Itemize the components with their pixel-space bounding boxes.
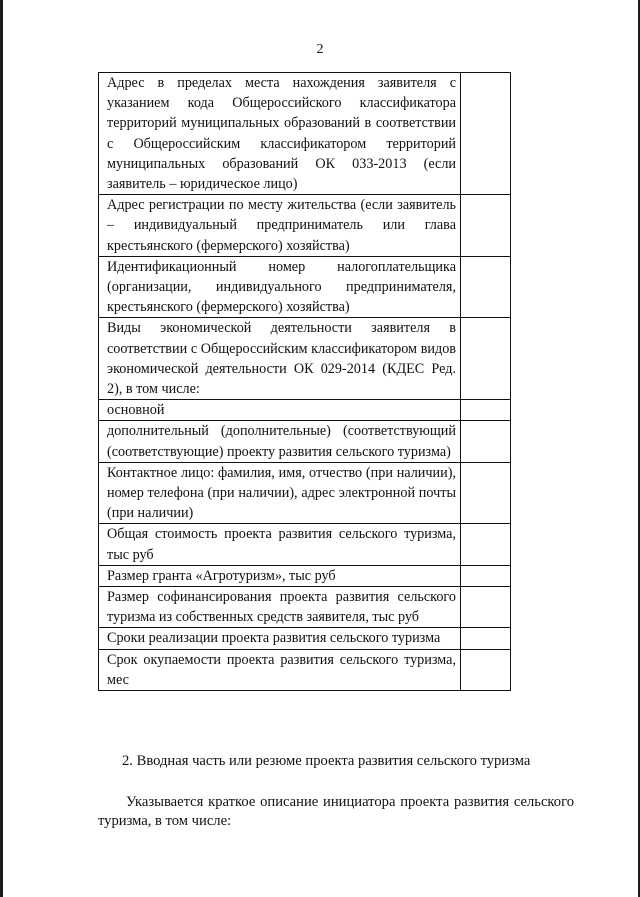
row-value-grant-size[interactable] [461,565,511,586]
row-value-inn[interactable] [461,256,511,318]
row-value-activity-types[interactable] [461,318,511,400]
table-row [99,462,511,524]
row-label-implementation-period: Сроки реализации проекта развития сельского туризма [99,628,461,649]
row-label-inn: Идентификационный номер налогоплательщика (организации, индивидуального предпринимателя, крестьянского (фермерского) хозяйства) [99,256,461,318]
row-value-activity-additional[interactable] [461,421,511,462]
applicant-info-table [98,72,511,691]
table-row [99,628,511,649]
row-label-address-registration: Адрес регистрации по месту жительства (если заявитель – индивидуальный предприниматель или глава крестьянского (фермерского) хозяйства) [99,195,461,257]
row-value-address-legal[interactable] [461,73,511,195]
table-row [99,195,511,257]
row-label-address-legal: Адрес в пределах места нахождения заявителя с указанием кода Общероссийского классификатора территорий муниципальных образований в соответствии с Общероссийским классификатором территорий муниципальных образований ОК 033-2013 (если заявитель – юридическое лицо) [99,73,461,195]
page-number: 2 [316,42,324,57]
row-value-address-registration[interactable] [461,195,511,257]
row-label-contact-person: Контактное лицо: фамилия, имя, отчество (при наличии), номер телефона (при наличии), адрес электронной почты (при наличии) [99,462,461,524]
table-row [99,400,511,421]
row-label-grant-size: Размер гранта «Агротуризм», тыс руб [99,565,461,586]
row-label-activity-types: Виды экономической деятельности заявителя в соответствии с Общероссийским классификатором видов экономической деятельности ОК 029-2014 (КДЕС Ред. 2), в том числе: [99,318,461,400]
row-value-activity-main[interactable] [461,400,511,421]
row-label-cofinancing: Размер софинансирования проекта развития сельского туризма из собственных средств заявителя, тыс руб [99,587,461,628]
row-value-cofinancing[interactable] [461,587,511,628]
table-row [99,524,511,565]
row-value-total-cost[interactable] [461,524,511,565]
table-row [99,256,511,318]
section-paragraph: Указывается краткое описание инициатора проекта развития сельского туризма, в том числе: [98,794,574,829]
row-label-activity-main: основной [99,400,461,421]
table-row [99,587,511,628]
row-label-activity-additional: дополнительный (дополнительные) (соответствующий (соответствующие) проекту развития сельского туризма) [99,421,461,462]
table-row [99,73,511,195]
table-row [99,421,511,462]
row-value-payback-period[interactable] [461,649,511,690]
section-heading: 2. Вводная часть или резюме проекта развития сельского туризма [122,753,531,769]
row-label-payback-period: Срок окупаемости проекта развития сельского туризма, мес [99,649,461,690]
table-row [99,565,511,586]
row-label-total-cost: Общая стоимость проекта развития сельского туризма, тыс руб [99,524,461,565]
table-row [99,318,511,400]
row-value-implementation-period[interactable] [461,628,511,649]
table-row [99,649,511,690]
scan-edge-left [0,0,3,897]
row-value-contact-person[interactable] [461,462,511,524]
